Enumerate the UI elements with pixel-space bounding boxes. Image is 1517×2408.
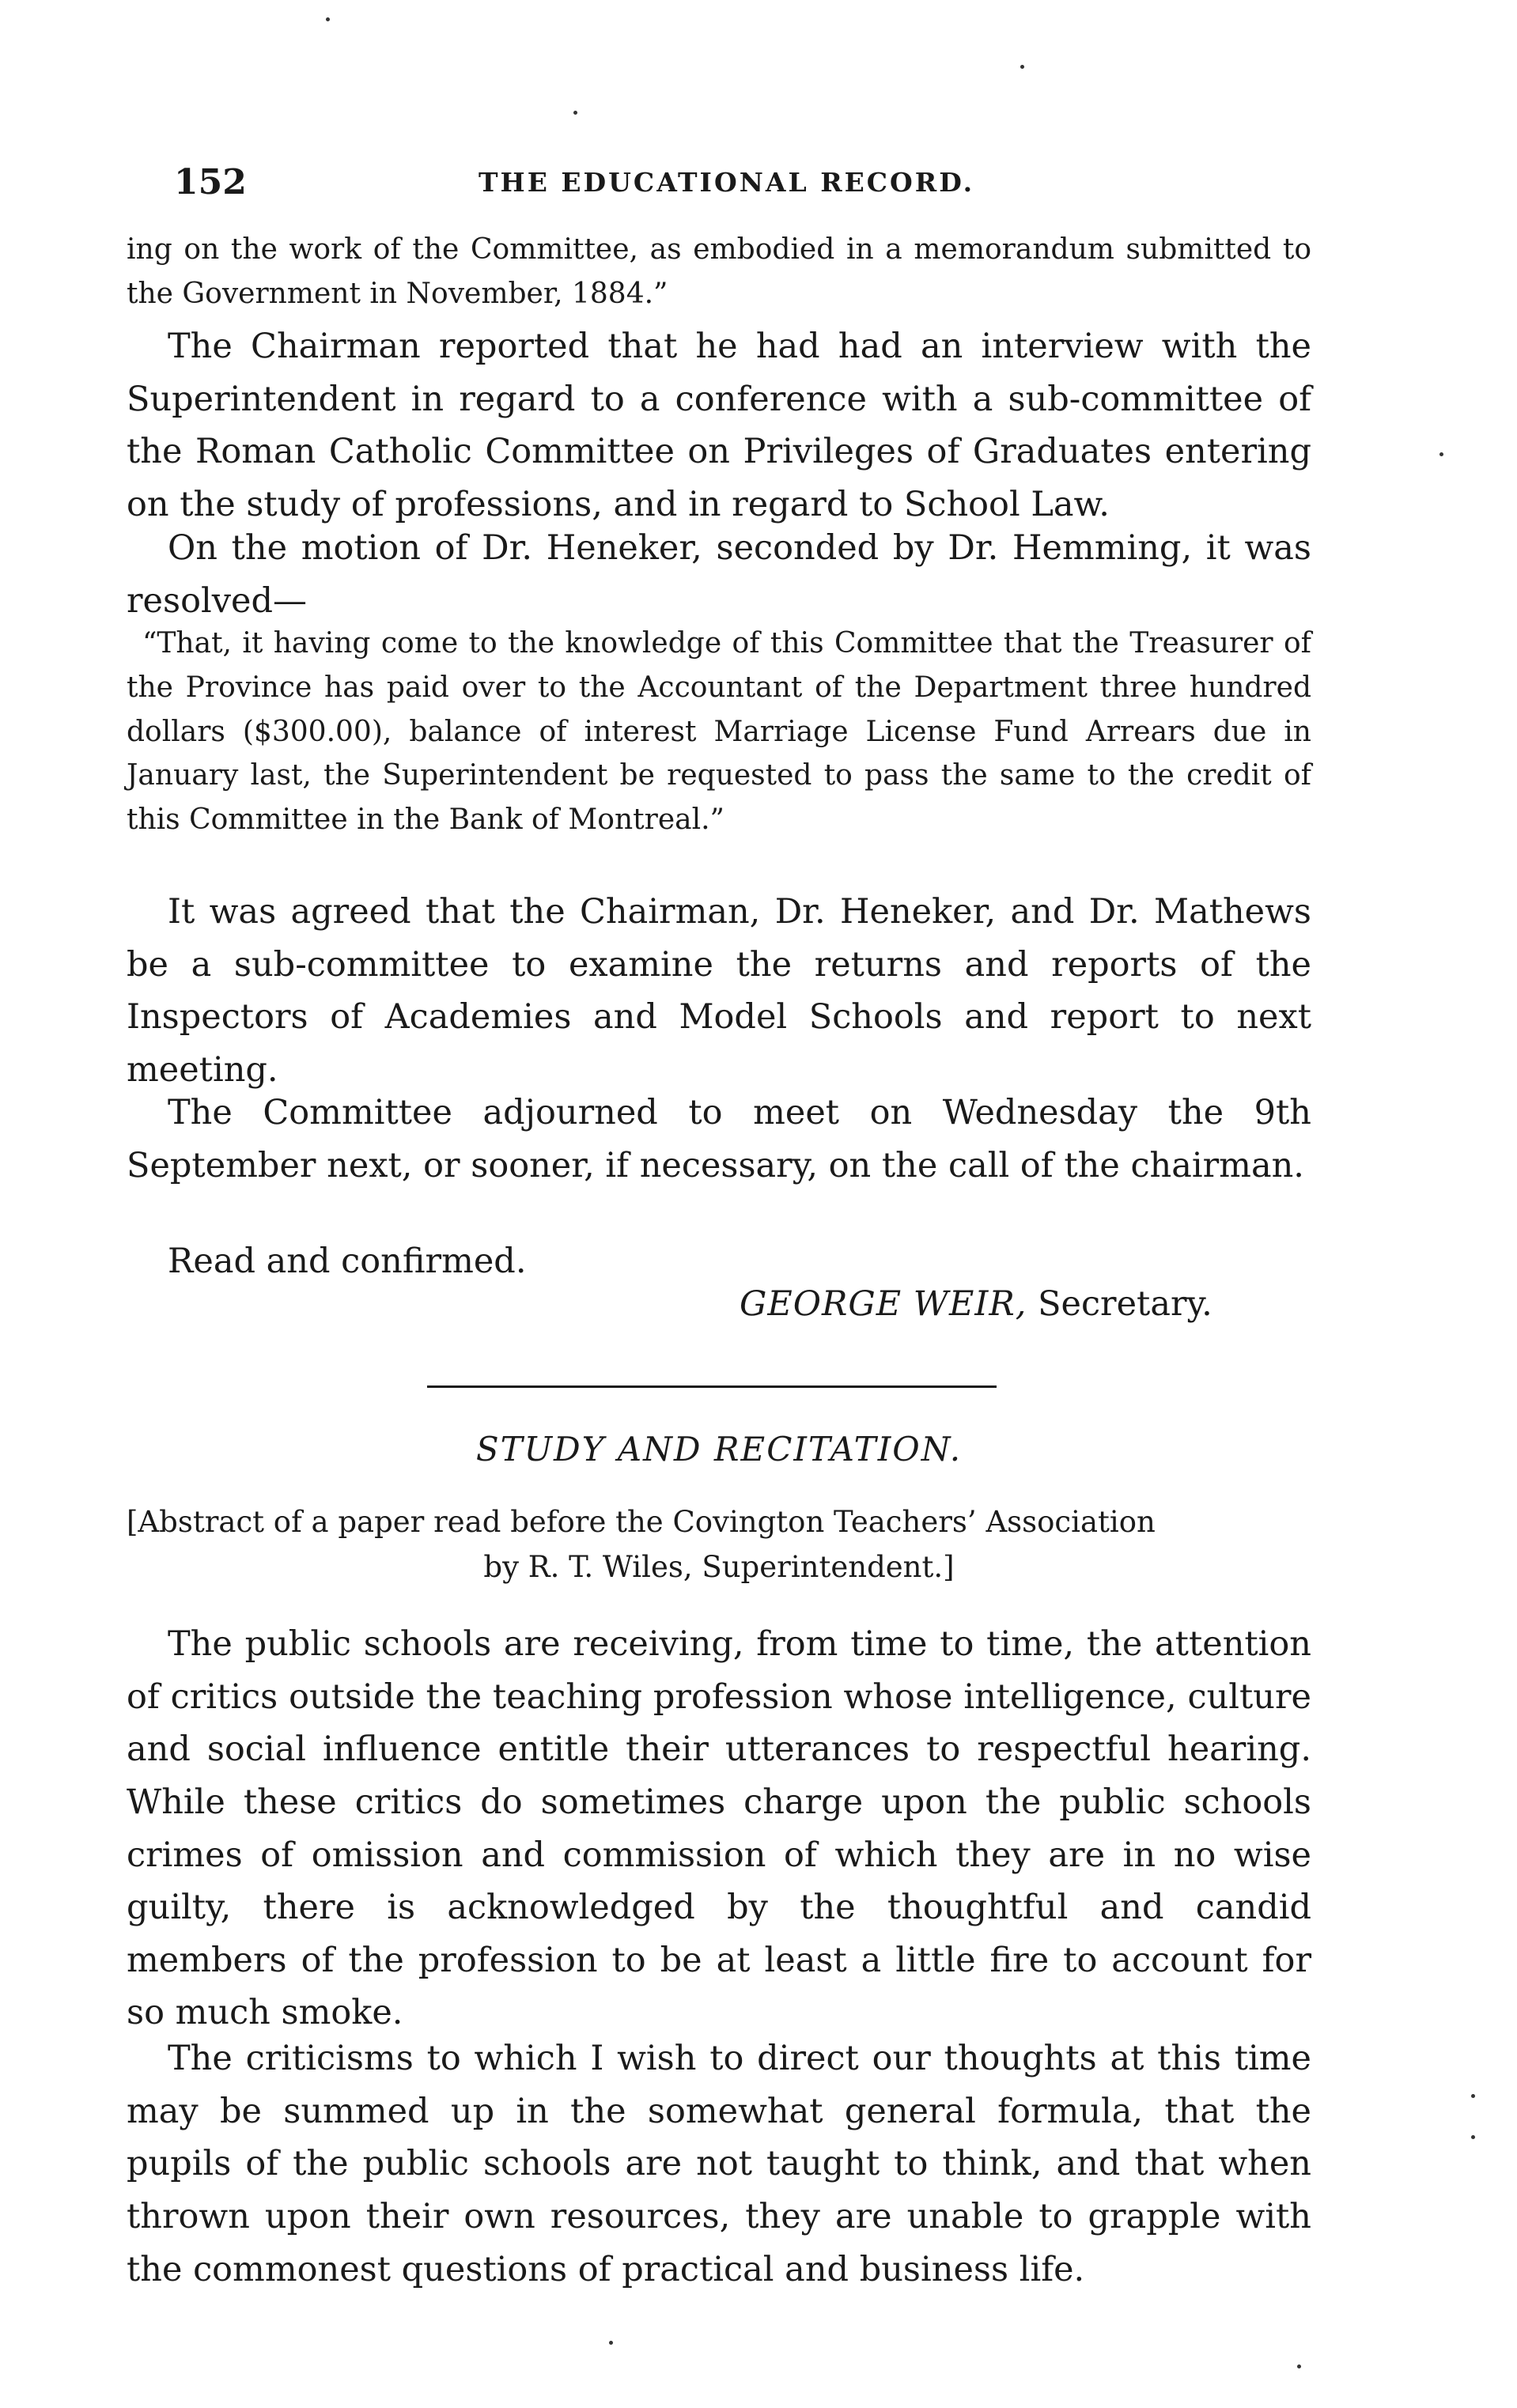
signature-line [740,1284,1212,1324]
paragraph-subcommittee: It was agreed that the Chairman, Dr. Heneker, and Dr. Mathews be a sub-committee to examine the returns and reports of the Inspectors of Academies and Model Schools and report to next meeting. [127,892,1311,1090]
article-paragraph-2: The criticisms to which I wish to direct our thoughts at this time may be summed up in the somewhat general formula, that the pupils of the public schools are not taught to think, and that when thrown upon their own resources, they are unable to grapple with the commonest questions of practical and business life. [127,2039,1311,2289]
scan-speck [609,2341,613,2345]
article-paragraph-1: The public schools are receiving, from time to time, the attention of critics outside the teaching profession whose intelligence, culture and social influence entitle their utterances to respectful hearing. While these critics do sometimes charge upon the public schools crimes of omission and commission of which they are in no wise guilty, there is acknowledged by the thoughtful and candid members of the profession to be at least a little fire to account for so much smoke. [127,1624,1311,2033]
read-and-confirmed: Read and confirmed. [168,1242,527,1281]
page-number: 152 [174,162,247,202]
secretary-title: Secretary. [1038,1284,1212,1324]
journal-title: THE EDUCATIONAL RECORD. [479,167,975,198]
abstract-line-2: by R. T. Wiles, Superintendent.] [483,1550,955,1585]
paragraph-motion: On the motion of Dr. Heneker, seconded by Dr. Hemming, it was resolved— [127,528,1311,621]
section-divider [427,1385,997,1388]
resolution-quote: “That, it having come to the knowledge of this Committee that the Treasurer of the Province has paid over to the Accountant of the Department three hundred dollars ($300.00), balance of interest Marriage License Fund Arrears due in January last, the Superintendent be requested to pass the same to the credit of this Committee in the Bank of Montreal.” [127,627,1311,837]
abstract-line-1: [Abstract of a paper read before the Covington Teachers’ Association [127,1505,1156,1539]
scan-speck [1471,2135,1475,2139]
running-head [174,162,1321,210]
scan-speck [326,17,330,21]
scan-speck [573,111,577,115]
secretary-name: GEORGE WEIR, [740,1284,1027,1324]
scan-speck [1020,65,1024,69]
continuation-text: ing on the work of the Committee, as embodied in a memorandum submitted to the Government in November, 1884.” [127,233,1311,310]
scan-speck [1297,2365,1301,2368]
article-abstract-note [127,1499,1311,1590]
paragraph-adjourned: The Committee adjourned to meet on Wednesday the 9th September next, or sooner, if necessary, on the call of the chairman. [127,1093,1311,1185]
paragraph-chairman-report: The Chairman reported that he had had an interview with the Superintendent in regard to a conference with a sub-committee of the Roman Catholic Committee on Privileges of Graduates entering on the study of professions, and in regard to School Law. [127,327,1311,524]
scan-speck [1471,2094,1475,2098]
scan-speck [1439,452,1443,456]
article-title: STUDY AND RECITATION. [475,1430,963,1469]
